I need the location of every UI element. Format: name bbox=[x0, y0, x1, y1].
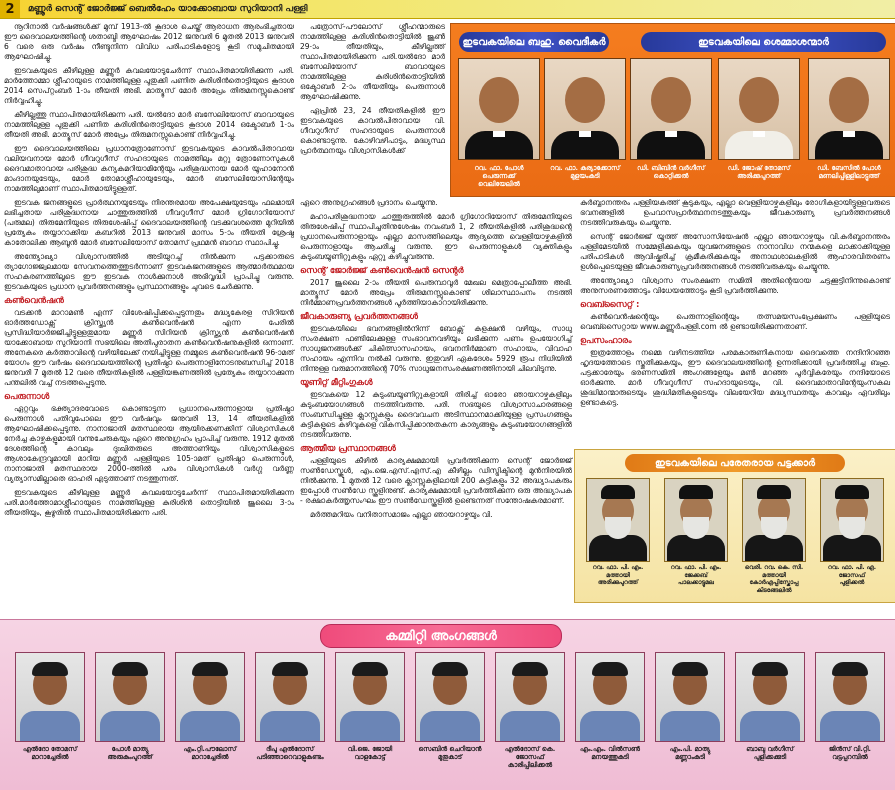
committee-member bbox=[170, 652, 250, 786]
portrait-photo bbox=[630, 58, 712, 160]
committee-member bbox=[410, 652, 490, 786]
member-caption bbox=[250, 745, 330, 761]
heading-conclusion: ഉപസംഹാരം bbox=[580, 336, 632, 346]
late-priest-caption bbox=[815, 564, 889, 587]
shirt-shape bbox=[340, 711, 400, 742]
face-shape bbox=[829, 77, 869, 123]
committee-member bbox=[650, 652, 730, 786]
committee-member bbox=[90, 652, 170, 786]
member-caption bbox=[730, 745, 810, 761]
robe-shape bbox=[667, 535, 725, 562]
collar-shape bbox=[579, 131, 591, 137]
conclusion-text: ഇത്രത്തോളം നമ്മെ വഴിനടത്തിയ പരമകാരുണികനായ ദൈവത്തെ നന്ദിനിറഞ്ഞ ഹൃദയത്തോടെ സ്തുതിക്കുകയും, ഈ ദൈവാലയത്തിന്റെ ഉന്നതിക്കായി പ്രവർത്തിച്ച ബഹു. പട്ടക്കാരേയും ഭരണസമിതി അംഗങ്ങളേയും മൺ മറഞ്ഞ പൂർവ്വികരേയും നന്ദിയോടെ ഓർക്കുന്നു. മാർ ഗീവറുഗീസ് സഹദായുടെയും, വി. ദൈവമാതാവിന്റേയുംസകല ശുദ്ധിമാന്മാരുടെയും ശുദ്ധിമതികളുടെയും വിലയേറിയ മദ്ധ്യസ്ഥതയും കാവലും ഏവരിലും ഉണ്ടാകട്ടെ. bbox=[580, 348, 890, 407]
hair-shape bbox=[432, 662, 468, 676]
hair-shape bbox=[272, 662, 308, 676]
member-caption bbox=[490, 745, 570, 769]
late-priest-house: പാലക്കാട്ടുമല bbox=[678, 579, 714, 586]
clergy-name: റവ. ഫാ. പോൾ പെരുന്നക്ക് bbox=[474, 164, 524, 180]
committee-member bbox=[330, 652, 410, 786]
hair-shape bbox=[352, 662, 388, 676]
cap-shape bbox=[679, 485, 713, 499]
robe-shape bbox=[823, 535, 881, 562]
shirt-shape bbox=[820, 711, 880, 742]
clergy-portrait bbox=[629, 58, 713, 192]
member-photo bbox=[735, 652, 805, 742]
col1-para-2: ഇടവകയുടെ കീഴിലുള്ള മണ്ണൂർ കവലയോടുചേർന്ന് സ്ഥാപിതമായിരിക്കുന്ന പരി. മാർത്തോമ്മാ ശ്ലീഹായുടെ നാമത്തിലുള്ള പുതുക്കി പണിത കുരിശിൻതൊട്ടിയുടെ കൂദാശ 2014 സെപ്റ്റംബർ 1-ാം തീയതി അഭി. മാത്യൂസ് മോർ അപ്രേം തിരുമനസ്സുകൊണ്ട് നിർവ്വഹിച്ചു. bbox=[4, 66, 294, 105]
units-text: ഇടവകയെ 12 കുടുംബയൂണിറ്റുകളായി തിരിച്ച് ഓരോ ഞായറാഴ്ചകളിലും കുടുംബയോഗങ്ങൾ നടത്തിവരുന്നു. പരി. സഭയുടെ വിശ്വാസാചാരങ്ങളെ സംബന്ധിച്ചുള്ള ക്ലാസ്സുകളും ദൈവവചന അടിസ്ഥാനമാക്കിയുള്ള പ്രസംഗങ്ങളും കുട്ടികളുടെ കഴിവുകളെ വികസിപ്പിക്കാനുതകുന്ന കാര്യങ്ങളും കുടുംബയോഗങ്ങളിൽ നടത്തിവരുന്നു. bbox=[300, 390, 572, 439]
shirt-shape bbox=[260, 711, 320, 742]
committee-member bbox=[810, 652, 890, 786]
heading-units: യൂണിറ്റ് മീറ്റിംഗുകൾ bbox=[300, 378, 373, 388]
robe-shape bbox=[589, 535, 647, 562]
column-1 bbox=[4, 22, 294, 522]
portrait-photo bbox=[664, 478, 728, 562]
member-photo bbox=[575, 652, 645, 742]
committee-member bbox=[490, 652, 570, 786]
late-priest-house: കോർഎപ്പിസ്കോപ്പ കിടങ്ങേലിൽ bbox=[749, 579, 799, 594]
clergy-portrait bbox=[543, 58, 627, 192]
member-name: എം.റ്റി.പൗലോസ് bbox=[183, 745, 237, 753]
shirt-shape bbox=[100, 711, 160, 742]
committee-member bbox=[730, 652, 810, 786]
committee-title: കമ്മിറ്റി അംഗങ്ങൾ bbox=[320, 624, 562, 648]
collar-shape bbox=[843, 131, 855, 137]
col3-text3: അന്ത്യോഖ്യാ വിശ്വാസ സംരക്ഷണ സമിതി അതിന്റെയായ ചട്ടക്കൂട്ടിനിന്നുകൊണ്ട് അനുസരണത്തോടും വിധേയത്തോടും കൂടി പ്രവർത്തിക്കുന്നു. bbox=[580, 276, 890, 295]
shirt-shape bbox=[180, 711, 240, 742]
committee-member bbox=[10, 652, 90, 786]
member-name: എം.എം. വിൽസൺ bbox=[579, 745, 641, 753]
convention-text: വടക്കൻ മാറാമൺ എന്ന് വിശേഷിപ്പിക്കപ്പെടുന്നതും മദ്ധ്യകേരള സിറിയൻ ഓർത്തഡോക്സ് ക്രിസ്ത്യൻ കൺവെൻഷൻ എന്ന പേരിൽ പ്രസിദ്ധിയാർജ്ജിച്ചിട്ടുള്ളതുമായ മണ്ണൂർ സിറിയൻ ക്രിസ്ത്യൻ കൺവെൻഷൻ യാക്കോബായ സുറിയാനി സഭയിലെ അതിപുരാതന കൺവെൻഷനുകളിൽ ഒന്നാണ്. അനേകരെ കർത്താവിന്റെ വഴിയിലേക്ക് നയിച്ചിട്ടുള്ള നമ്മുടെ കൺവെൻഷൻ 96-ാമത് യോഗം ഈ വർഷം ദൈവാലയത്തിന്റെ പ്രതിഷ്ഠാ പെരുന്നാളിനോടനുബന്ധിച്ച് 2018 ജനുവരി 7 മുതൽ 12 വരെ തീയതികളിൽ പള്ളിയങ്കണത്തിൽ പ്രത്യേകം തയ്യാറാക്കുന്ന പന്തലിൽ വച്ച് നടത്തപ്പെടുന്നു. bbox=[4, 308, 294, 387]
member-name: പോൾ മാത്യു bbox=[111, 745, 149, 753]
col3-text2: സെന്റ് ജോർജ്ജ് യൂത്ത് അസോസിയേഷൻ എല്ലാ ഞായറാഴ്ചയും വി.കുർബ്ബാനന്തരം പള്ളിമേടയിൽ സമ്മേളിക്കുകയും യുവജനങ്ങളുടെ നാനാവിധ നന്മകളെ ലാക്കാക്കിയുള്ള പരിപാടികൾ ആവിഷ്കരിച്ച് ക്രമീകരിക്കുകയും അനാഥശാലകളിൽ ആഹാരവിതരണം ഉൾപ്പെടെയുള്ള ജീവകാരുണ്യപ്രവർത്തനങ്ങൾ നടത്തിവരുകയും ചെയ്യുന്നു. bbox=[580, 232, 890, 271]
member-name: വി.ജെ. ജോയി bbox=[347, 745, 393, 753]
spiritual-text: പള്ളിയുടെ കീഴിൽ കാര്യക്ഷമമായി പ്രവർത്തിക്കുന്ന സെന്റ് ജോർജ്ജ് സൺഡേസ്കൂൾ, എം.ജെ.എസ്.എസ്.എ കീഴില്ലം ഡിസ്ട്രിക്ടിന്റെ മുൻനിരയിൽ നിൽക്കുന്നു. 1 മുതൽ 12 വരെ ക്ലാസ്സുകളിലായി 200 കുട്ടികളും 32 അദ്ധ്യാപകരും ഇപ്പോൾ സൺഡേ സ്കൂളിനുണ്ട്. കാര്യക്ഷമമായി പ്രവർത്തിക്കുന്ന ഒരു അദ്ധ്യാപക - രക്ഷാകർത്തൃസംഘം ഈ സൺഡേസ്കൂളിൽ ഉണ്ടെന്നത് സന്തോഷകരമാണ്. bbox=[300, 456, 572, 505]
hair-shape bbox=[832, 662, 868, 676]
col3-text: കുർബ്ബാനന്തരം പള്ളിയകത്ത് കൂടുകയും, എല്ലാ വെള്ളിയാഴ്ചകളിലും രോഗികളായിട്ടുള്ളവരുടെ ഭവനങ്ങളിൽ ഉപവാസപ്രാർത്ഥനനടത്തുകയും ജീവകാരുണ്യ പ്രവർത്തനങ്ങൾ നടത്തിവരുകയും ചെയ്യുന്നു. bbox=[580, 198, 890, 227]
portrait-photo bbox=[544, 58, 626, 160]
late-priest-name: റവ. ഫാ. പി. എം. മത്തായി bbox=[592, 564, 644, 579]
member-photo bbox=[495, 652, 565, 742]
charity-text: ഇടവകയിലെ ഭവനങ്ങളിൽനിന്ന് ബോക്സ് കളക്ഷൻ വഴിയും, സാധു സംരക്ഷണ ഫണ്ടിലേക്കുള്ള സംഭാവനവഴിയും ലഭിക്കുന്ന പണം ഉപയോഗിച്ച് സാധുജനങ്ങൾക്ക് ചികിത്സാസഹായം, ഭവനനിർമ്മാണ സഹായം, വിവാഹ സഹായം എന്നിവ നൽകി വരുന്നു. ഇതുവഴി ഏകദേശം 5929 രൂപ നിധിയിൽ നിന്നുള്ള വരുമാനത്തിന്റെ 70% സാധുജനസംരക്ഷണത്തിനായി ചിലവിടുന്നു. bbox=[300, 324, 572, 373]
committee-member bbox=[570, 652, 650, 786]
late-priest-portrait bbox=[659, 478, 733, 596]
column-2 bbox=[300, 198, 572, 524]
column-2-top bbox=[300, 22, 445, 160]
late-priest-portrait bbox=[581, 478, 655, 596]
heading-convention-centre: സെന്റ് ജോർജ്ജ് കൺവെൻഷൻ സെന്റർ bbox=[300, 266, 464, 276]
hair-shape bbox=[592, 662, 628, 676]
member-caption bbox=[90, 745, 170, 761]
member-caption bbox=[410, 745, 490, 761]
member-house: മനയത്തുകുടി bbox=[591, 753, 629, 761]
member-photo bbox=[95, 652, 165, 742]
centre-text: 2017 ജൂലൈ 2-ാം തീയതി പെരുമ്പാവൂർ മേഖല മെത്രാപ്പോലീത്ത അഭി. മാത്യൂസ് മോർ അപ്രേം തിരുമനസ്സുകൊണ്ട് ശിലാസ്ഥാപനം നടത്തി നിർമ്മാണപ്രവർത്തനങ്ങൾ പൂർത്തിയാകാറായിരിക്കുന്നു. bbox=[300, 278, 572, 307]
shirt-shape bbox=[420, 711, 480, 742]
clergy-house: കൊറ്റിക്കൽ bbox=[653, 172, 689, 180]
hair-shape bbox=[672, 662, 708, 676]
member-caption bbox=[650, 745, 730, 761]
clergy-caption bbox=[629, 164, 713, 180]
member-house: പടിഞ്ഞാറെവാളുകണ്ടം bbox=[256, 753, 324, 761]
clergy-name: ഡി. ജോഷ് തോമസ് bbox=[727, 164, 791, 172]
clergy-house: വെലിയേലിൽ bbox=[478, 180, 520, 188]
member-name: ബാബു വർഗീസ് bbox=[746, 745, 794, 753]
clergy-portrait bbox=[717, 58, 801, 192]
hair-shape bbox=[512, 662, 548, 676]
member-house: മണ്ണാംകുടി bbox=[675, 753, 705, 761]
member-caption bbox=[570, 745, 650, 761]
collar-shape bbox=[665, 131, 677, 137]
col1-para-3: കീഴില്ലത്തു സ്ഥാപിതമായിരിക്കുന്ന പരി. യൽദോ മാർ ബസേലിയോസ് ബാവായുടെ നാമത്തിലുള്ള പുതുക്കി പണിത കുരിശിൻതൊട്ടിയുടെ കൂദാശ 2014 ഒക്ടോബർ 1-ാം തീയതി അഭി. മാത്യൂസ് മോർ അപ്രേം തിരുമനസ്സുകൊണ്ട് നിർവ്വഹിച്ചു. bbox=[4, 110, 294, 139]
cap-shape bbox=[601, 485, 635, 499]
member-house: വട്ടപ്പറമ്പിൽ bbox=[832, 753, 868, 761]
shirt-shape bbox=[580, 711, 640, 742]
member-name: സെബിൻ ചെറിയാൻ bbox=[418, 745, 482, 753]
member-caption bbox=[170, 745, 250, 761]
member-name: എം.പി. മാത്യു bbox=[669, 745, 711, 753]
late-priests-box bbox=[574, 449, 895, 603]
col1-para-4: ഈ ദൈവാലയത്തിലെ പ്രധാനത്രോണോസ് ഇടവകയുടെ കാവൽപിതാവായ വലിയവനായ മോർ ഗീവറുഗീസ് സഹദായുടെ നാമത്തിലും മറ്റു ത്രോണോസുകൾ ദൈവമാതാവായ പരിശുദ്ധ കന്യകമറിയാമിന്റേയും പരിശുദ്ധനായ മോർ യൂഹാനോൻ മാംദാനയുടേയും, മോർ തോമാശ്ലീഹായുടേയും, മോർ ബസേലിയോസിന്റേയും നാമത്തിലുമാണ് സ്ഥാപിതമായിട്ടുള്ളത്. bbox=[4, 144, 294, 193]
portrait-photo bbox=[718, 58, 800, 160]
shirt-shape bbox=[20, 711, 80, 742]
col2-top-text: പത്രോസ്-പൗലോസ് ശ്ലീഹന്മാരുടെ നാമത്തിലുള്ള കുരിശിൻതൊട്ടിയിൽ ജൂൺ 29-ാം തീയതിയും, കീഴില്ലത്ത് സ്ഥാപിതമായിരിക്കുന്ന പരി.യൽദോ മാർ ബസേലിയോസ് ബാവായുടെ നാമത്തിലുള്ള കുരിശിൻതൊട്ടിയിൽ ഒക്ടോബർ 2-ാം തീയതിയും പെരുന്നാൾ ആഘോഷിക്കുന്നു. bbox=[300, 22, 445, 101]
member-photo bbox=[415, 652, 485, 742]
masthead-bar bbox=[0, 0, 895, 19]
deacons-title: ഇടവകയിലെ ശെമ്മാശന്മാർ bbox=[641, 32, 886, 52]
member-name: ദീപു എൽദോസ് bbox=[266, 745, 314, 753]
clergy-portrait bbox=[807, 58, 891, 192]
member-photo bbox=[655, 652, 725, 742]
clergy-name: ഡി. ബിബിൻ വർഗീസ് bbox=[637, 164, 705, 172]
member-house: കാരിപ്പിലിക്കൽ bbox=[507, 761, 553, 769]
vicars-title: ഇടവകയിലെ ബഹു. വൈദീകർ bbox=[459, 32, 609, 52]
masthead-title: മണ്ണൂർ സെന്റ് ജോർജ്ജ് ബെൽഹേം യാക്കോബായ സുറിയാനി പള്ളി bbox=[28, 4, 308, 14]
member-house: അരുകുംപുറത്ത് bbox=[107, 753, 153, 761]
clergy-house: അരിക്കുപുറത്ത് bbox=[737, 172, 781, 180]
member-name: എൽദോസ് കെ. ജോസഫ് bbox=[504, 745, 556, 761]
clergy-caption bbox=[457, 164, 541, 188]
face-shape bbox=[651, 77, 691, 123]
portrait-photo bbox=[820, 478, 884, 562]
heading-feast: പെരുന്നാൾ bbox=[4, 392, 50, 402]
clergy-caption bbox=[807, 164, 891, 180]
hair-shape bbox=[752, 662, 788, 676]
member-photo bbox=[335, 652, 405, 742]
member-house: പുളിക്കക്കുടി bbox=[753, 753, 787, 761]
member-name: എൽദോ തോമസ് bbox=[22, 745, 78, 753]
member-photo bbox=[255, 652, 325, 742]
late-priest-house: അരിക്കുപുറത്ത് bbox=[597, 579, 639, 586]
late-priest-name: വെരി. റവ. കെ. സി. മത്തായി bbox=[744, 564, 804, 579]
late-priest-portrait bbox=[815, 478, 889, 596]
heading-charity: ജീവകാരുണ്യ പ്രവർത്തനങ്ങൾ bbox=[300, 312, 418, 322]
collar-shape bbox=[493, 131, 505, 137]
col1-closing: ഇടവകയുടെ കീഴിലുള്ള മണ്ണൂർ കവലയോടുചേർന്ന് സ്ഥാപിതമായിരിക്കുന്ന പരി.മാർത്തോമാശ്ലീഹായുടെ നാമത്തിലുള്ള കുരിശിൻ തൊട്ടിയിൽ ജൂലൈ 3-ാം തീയതിയും, കൂഴൂരിൽ സ്ഥാപിതമായിരിക്കുന്ന പരി. bbox=[4, 488, 294, 517]
portrait-photo bbox=[808, 58, 890, 160]
committee-member bbox=[250, 652, 330, 786]
col1-para-1: നൂറിനാൽ വർഷങ്ങൾക്ക് മുമ്പ് 1913-ൽ കൂദാശ ചെയ്ത് ആരാധന ആരംഭിച്ചതായ ഈ ദൈവാലയത്തിന്റെ ശതാബ്ദി ആഘോഷം 2012 ജനുവരി 6 മുതൽ 2013 ജനുവരി 6 വരെ ഒരു വർഷം നീണ്ടുനിന്ന വിവിധ പരിപാടികളോടു കൂടി സമുചിതമായി ആഘോഷിച്ചു. bbox=[4, 22, 294, 61]
heading-spiritual: ആത്മീയ പ്രസ്ഥാനങ്ങൾ bbox=[300, 444, 396, 454]
member-photo bbox=[15, 652, 85, 742]
committee-section bbox=[0, 619, 895, 790]
late-priest-name: റവ. ഫാ. പി. എ. ജോസഫ് bbox=[827, 564, 877, 579]
website-text: കൺവെൻഷന്റെയും പെരുന്നാളിന്റെയും തത്സമയസംപ്രേക്ഷണം പള്ളിയുടെ വെബ്സൈറ്റായ www.മണ്ണൂർപള്ളി.com ൽ ഉണ്ടായിരിക്കുന്നതാണ്. bbox=[580, 312, 890, 331]
clergy-photo-box bbox=[450, 23, 895, 197]
member-photo bbox=[815, 652, 885, 742]
late-priest-caption bbox=[737, 564, 811, 594]
cap-shape bbox=[835, 485, 869, 499]
member-house: മാറാച്ചേരിൽ bbox=[31, 753, 69, 761]
face-shape bbox=[565, 77, 605, 123]
portrait-photo bbox=[458, 58, 540, 160]
member-caption bbox=[810, 745, 890, 761]
member-caption bbox=[330, 745, 410, 761]
late-priest-caption bbox=[581, 564, 655, 587]
portrait-photo bbox=[742, 478, 806, 562]
heading-convention: കൺവെൻഷൻ bbox=[4, 296, 64, 306]
robe-shape bbox=[745, 535, 803, 562]
clergy-house: മുളയംകുടി bbox=[570, 172, 600, 180]
heading-website: വെബ്സൈറ്റ് : bbox=[580, 300, 640, 310]
portrait-photo bbox=[586, 478, 650, 562]
clergy-caption bbox=[543, 164, 627, 180]
clergy-name: ഡി. ബേസിൽ പോൾ bbox=[817, 164, 881, 172]
hair-shape bbox=[192, 662, 228, 676]
col2-intro: ഏറെ അനുഗ്രഹങ്ങൾ പ്രദാനം ചെയ്യുന്നു. bbox=[300, 198, 438, 207]
late-priest-portrait bbox=[737, 478, 811, 596]
member-photo bbox=[175, 652, 245, 742]
clergy-portrait bbox=[457, 58, 541, 192]
member-house: മാറാച്ചേരിൽ bbox=[191, 753, 229, 761]
late-priests-title: ഇടവകയിലെ പരേതരായ പട്ടക്കാർ bbox=[625, 454, 845, 472]
cap-shape bbox=[757, 485, 791, 499]
late-priest-caption bbox=[659, 564, 733, 587]
late-priest-name: റവ. ഫാ. പി. എം. ജേക്കബ് bbox=[670, 564, 722, 579]
clergy-caption bbox=[717, 164, 801, 180]
col1-para-6: അന്ത്യോഖ്യാ വിശ്വാസത്തിൽ അടിയുറച്ച് നിൽക്കുന്ന പട്ടക്കാരുടെ ത്യാഗോജ്ജ്വലമായ സേവനത്തെത്തുടർന്നാണ് ഇടവകജനങ്ങളുടെ ആത്മാർത്ഥമായ സഹകരണത്തിലൂടെ ഈ ഇടവക നാൾക്കുനാൾ അഭിവൃദ്ധി പ്രാപിച്ചു വരുന്നു. ഇടവകയുടെ പ്രധാന പ്രവർത്തനങ്ങളും പ്രസ്ഥാനങ്ങളും ചുവടെ ചേർക്കുന്നു. bbox=[4, 252, 294, 291]
clergy-name: റവ. ഫാ. കുര്യാക്കോസ് bbox=[550, 164, 620, 172]
hair-shape bbox=[112, 662, 148, 676]
shirt-shape bbox=[740, 711, 800, 742]
collar-shape bbox=[753, 131, 765, 137]
face-shape bbox=[739, 77, 779, 123]
member-caption bbox=[10, 745, 90, 761]
feast-text: ഏറ്റവും ഭക്ത്യാദരവോടെ കൊണ്ടാടുന്ന പ്രധാനപെരുന്നാളായ പ്രതിഷ്ഠാ പെരുന്നാൾ പതിവുപോലെ ഈ വർഷവും ജനുവരി 13, 14 തീയതികളിൽ ആഘോഷിക്കപ്പെടുന്നു. നാനാജാതി മതസ്ഥരായ ആയിരക്കണക്കിന് വിശ്വാസികൾ നേർച്ച കാഴ്ചകളുമായി വന്നുചേരുകയും ഏറെ അനുഗ്രഹം പ്രാപിച്ച് വരുന്നു. 1912 മുതൽ ദേശത്തിന്റെ കാവലും ദുഃഖിതരുടെ അത്താണിയും വിശ്വാസികളുടെ ആശാകേന്ദ്രവുമായി മാറിയ മണ്ണൂർ പള്ളിയുടെ 105-ാമത് പ്രതിഷ്ഠാ പെരുന്നാൾ, നാനാജാതി മതസ്ഥരായ 2000-ത്തിൽ പരം വിശ്വാസികൾ വർഗ്ഗ വർണ്ണ വ്യത്യാസമില്ലാതെ ഓഹരി എടുത്താണ് നടത്തുന്നത്. bbox=[4, 404, 294, 483]
column-3 bbox=[580, 198, 890, 412]
col1-para-5: ഇടവക ജനങ്ങളുടെ പ്രാർത്ഥനയുടേയും നിരന്തരമായ അപേക്ഷയുടേയും ഫലമായി ലഭിച്ചതായ പരിശുദ്ധനായ ചാത്തുരുത്തിൽ ഗീവറുഗീസ് മോർ ഗ്രിഗോറിയോസ് (പരുമല) തിരുമേനിയുടെ തിരുശേഷിപ്പ് ദൈവാലയത്തിന്റെ വടക്കുവശത്തെ മുറിയിൽ പ്രത്യേകം തയ്യാറാക്കിയ കബറിൽ 2013 ജനുവരി മാസം 5-ാം തീയതി ശ്രേഷ്ഠ കാതോലിക്ക ആബൂൻ മോർ ബസേലിയോസ് തോമസ് പ്രഥമൻ ബാവാ സ്ഥാപിച്ചു. bbox=[4, 198, 294, 247]
hair-shape bbox=[32, 662, 68, 676]
shirt-shape bbox=[660, 711, 720, 742]
spiritual-text2: മർത്തമറിയം വനിതാസമാജം എല്ലാ ഞായറാഴ്ചയും വി. bbox=[310, 510, 493, 519]
member-house: വാളകോട്ട് bbox=[354, 753, 386, 761]
member-name: ജിൻസ് വി.റ്റി. bbox=[828, 745, 872, 753]
face-shape bbox=[479, 77, 519, 123]
col2-intro2: മഹാപരിശുദ്ധനായ ചാത്തുരുത്തിൽ മോർ ഗ്രിഗോറിയോസ് തിരുമേനിയുടെ തിരുശേഷിപ്പ് സ്ഥാപിച്ചതിനുശേഷം നവംബർ 1, 2 തീയതികളിൽ പരിശുദ്ധന്റെ പ്രധാനപെരുന്നാളായും എല്ലാ മാസത്തിലെയും ആദ്യത്തെ വെള്ളിയാഴ്ചകളിൽ പെരുന്നാളായും ആചരിച്ചു വരുന്നു. ഈ പെരുന്നാളുകൾ വ്യക്തികളും കുടുംബയൂണിറ്റുകളും ഏറ്റു കഴിച്ചുവരുന്നു. bbox=[300, 212, 572, 261]
clergy-house: മണലിപ്പിള്ളിലാട്ടുത്ത് bbox=[818, 172, 880, 180]
shirt-shape bbox=[500, 711, 560, 742]
col2-top-text2: ഏപ്രിൽ 23, 24 തീയതികളിൽ ഈ ഇടവകയുടെ കാവൽപിതാവായ വി. ഗീവറുഗീസ് സഹദായുടെ പെരുന്നാൾ കൊണ്ടാടുന്നു. കോഴിവഴിപാടും, മദ്ധ്യസ്ഥ പ്രാർത്ഥനയും വിശ്വാസികൾക്ക് bbox=[300, 106, 445, 155]
member-house: മുതുകാട് bbox=[438, 753, 462, 761]
late-priest-house: പുളിക്കൽ bbox=[839, 579, 865, 586]
page-number: 2 bbox=[0, 0, 20, 18]
